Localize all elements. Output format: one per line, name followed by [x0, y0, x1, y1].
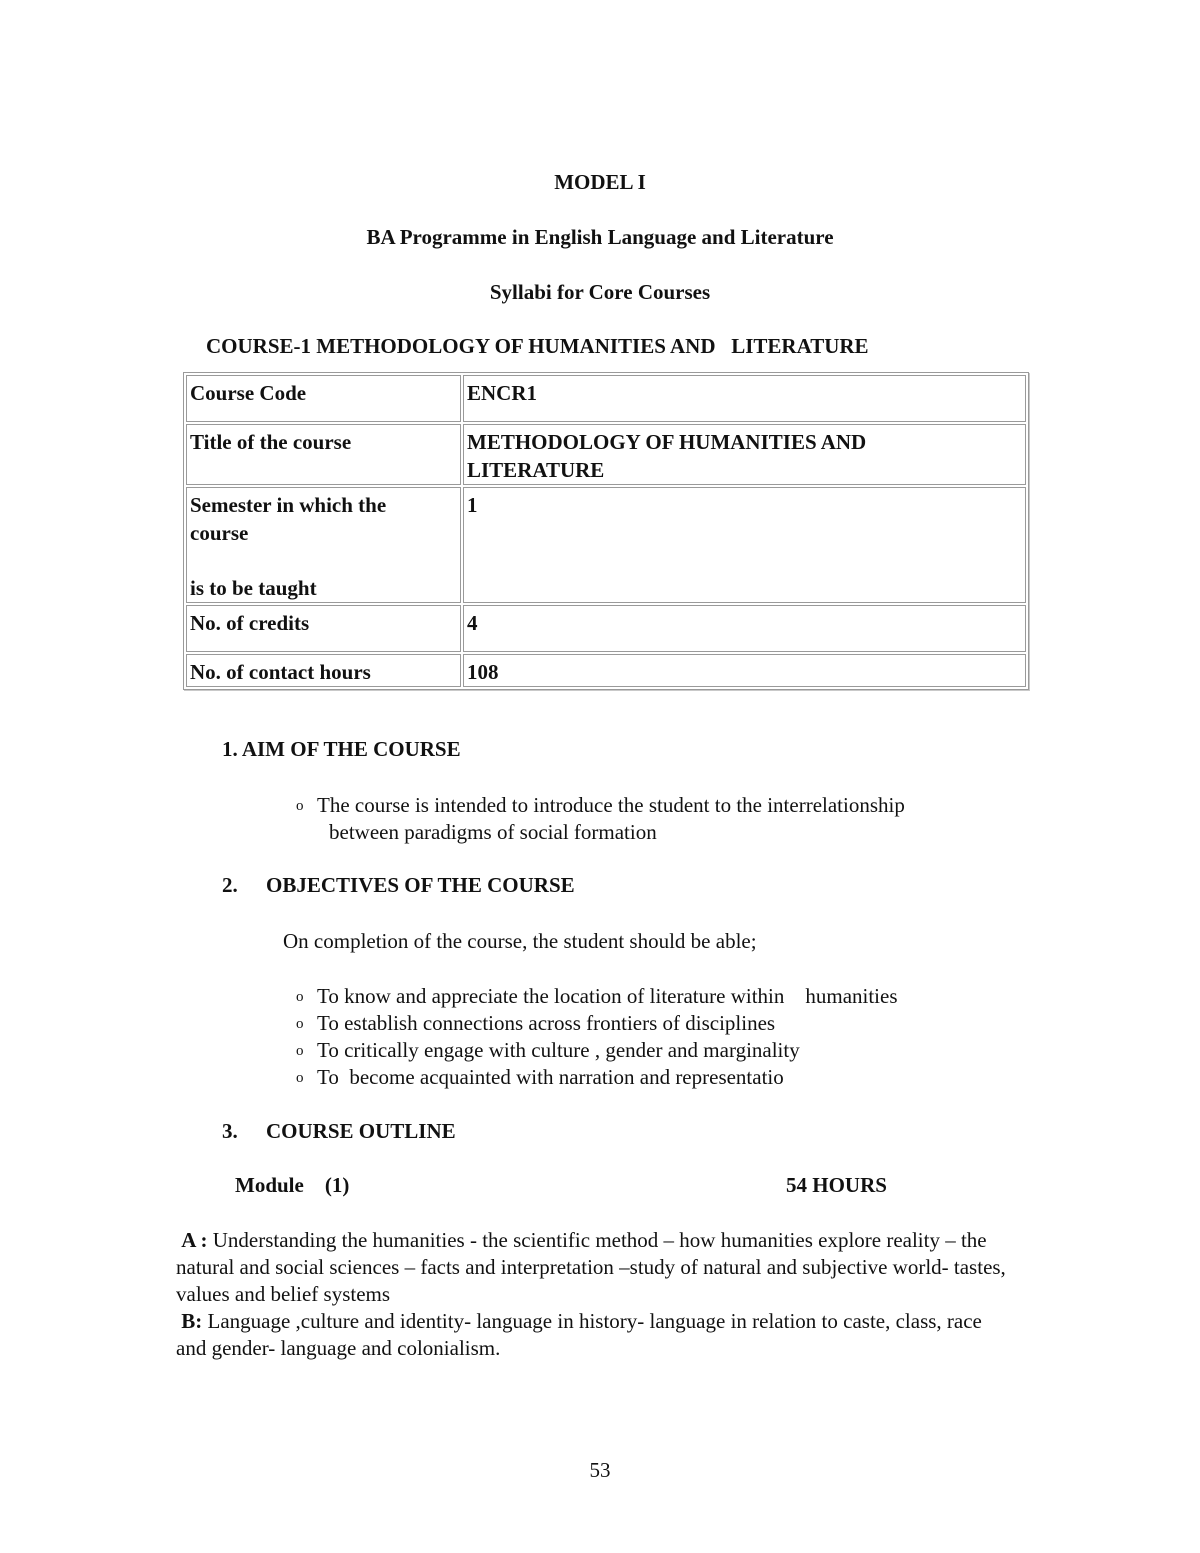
part-b-text: Language ,culture and identity- language in history- language in relation to caste, class, race and gender- language and colonialism.: [176, 1309, 982, 1360]
table-key: Title of the course: [186, 424, 461, 485]
bullet-icon: o: [296, 1043, 304, 1059]
aim-heading: 1. AIM OF THE COURSE: [222, 737, 461, 761]
table-value: 108: [463, 654, 1026, 687]
table-key-line: course: [190, 521, 249, 545]
table-key: Course Code: [186, 375, 461, 422]
part-b-label: B:: [181, 1309, 203, 1333]
table-row: [186, 487, 1026, 603]
table-row: [186, 424, 1026, 485]
table-value-line: METHODOLOGY OF HUMANITIES AND: [467, 430, 867, 454]
table-row: [186, 375, 1026, 422]
objective-item: To critically engage with culture , gender and marginality: [317, 1038, 800, 1062]
programme-title: BA Programme in English Language and Literature: [366, 225, 834, 249]
table-row: [186, 605, 1026, 652]
course-info-table: [183, 372, 1029, 690]
bullet-icon: o: [296, 798, 304, 814]
table-key: [186, 487, 461, 603]
aim-bullet-line: between paradigms of social formation: [329, 820, 657, 844]
objective-item: To become acquainted with narration and representatio: [317, 1065, 784, 1089]
table-value: ENCR1: [463, 375, 1026, 422]
module-part-a: [176, 1227, 1006, 1308]
table-value: 1: [463, 487, 1026, 603]
table-value: 4: [463, 605, 1026, 652]
outline-heading: COURSE OUTLINE: [266, 1119, 456, 1143]
table-key-line: is to be taught: [190, 576, 317, 600]
bullet-icon: o: [296, 1070, 304, 1086]
module-part-b: [176, 1308, 1006, 1362]
objective-item: To establish connections across frontiers of disciplines: [317, 1011, 776, 1035]
module-label: Module (1): [235, 1173, 350, 1197]
table-key-line: Semester in which the: [190, 493, 387, 517]
part-a-text: Understanding the humanities - the scientific method – how humanities explore reality – the natural and social sciences – facts and interpretation –study of natural and subjective world- tastes, values and belief systems: [176, 1228, 1006, 1306]
objective-item: To know and appreciate the location of literature within humanities: [317, 984, 898, 1008]
outline-number: 3.: [222, 1119, 238, 1143]
bullet-icon: o: [296, 1016, 304, 1032]
table-key: No. of contact hours: [186, 654, 461, 687]
table-key: No. of credits: [186, 605, 461, 652]
objectives-number: 2.: [222, 873, 238, 897]
bullet-icon: o: [296, 989, 304, 1005]
syllabi-title: Syllabi for Core Courses: [489, 280, 711, 304]
page-number: 53: [589, 1458, 611, 1482]
objectives-intro: On completion of the course, the student should be able;: [283, 929, 757, 953]
course-heading: COURSE-1 METHODOLOGY OF HUMANITIES AND LITERATURE: [206, 334, 869, 358]
module-hours: 54 HOURS: [786, 1173, 887, 1197]
table-row: [186, 654, 1026, 687]
objectives-heading: OBJECTIVES OF THE COURSE: [266, 873, 575, 897]
part-a-label: A :: [181, 1228, 208, 1252]
table-value: [463, 424, 1026, 485]
model-title: MODEL I: [554, 170, 646, 194]
aim-bullet-line: The course is intended to introduce the student to the interrelationship: [317, 793, 905, 817]
table-value-line: LITERATURE: [467, 458, 605, 482]
